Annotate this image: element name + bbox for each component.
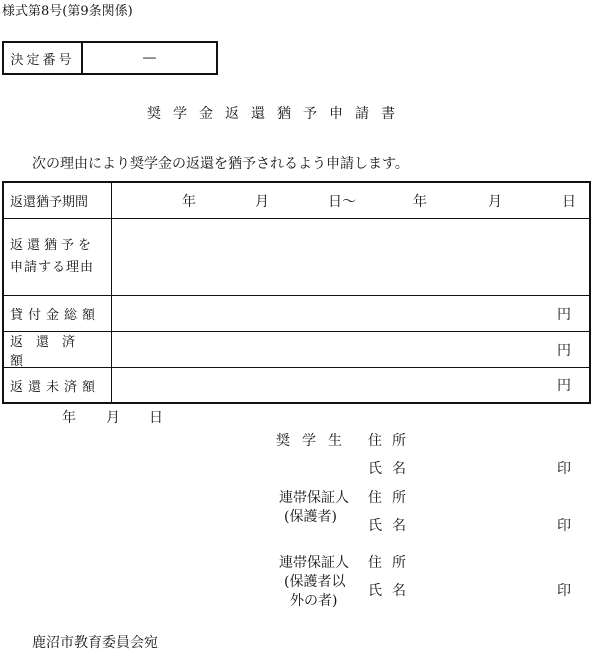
- period-year-to: 年: [413, 193, 427, 210]
- guarantor1-role-line1: 連帯保証人: [279, 490, 349, 506]
- document-title: 奨学金返還猶予申請書: [147, 106, 407, 122]
- total-loan-unit: 円: [557, 306, 571, 323]
- unrepaid-field[interactable]: [112, 368, 589, 402]
- guarantor1-name-label: 氏名: [368, 518, 416, 534]
- guarantor2-role-line1: 連帯保証人: [279, 555, 349, 571]
- decision-number-box: [2, 41, 218, 75]
- addressee: 鹿沼市教育委員会宛: [32, 635, 158, 651]
- guarantor2-role-line2: (保護者以: [284, 574, 346, 590]
- form-number-label: 様式第8号(第9条関係): [2, 4, 133, 19]
- application-table: [2, 181, 591, 404]
- student-name-label: 氏名: [368, 461, 416, 477]
- row-total-loan: [4, 296, 589, 332]
- total-loan-label: 貸付金総額: [4, 296, 112, 331]
- guarantor2-name-label: 氏名: [368, 583, 416, 599]
- repaid-unit: 円: [557, 342, 571, 359]
- guarantor2-address-label: 住所: [368, 555, 416, 571]
- decision-number-value[interactable]: —: [142, 50, 157, 66]
- row-reason: [4, 219, 589, 296]
- guarantor1-seal: 印: [557, 518, 571, 534]
- guarantor2-role-line3: 外の者): [290, 593, 338, 609]
- period-month-from: 月: [255, 193, 269, 210]
- intro-text: 次の理由により奨学金の返還を猶予されるよう申請します。: [32, 156, 409, 172]
- decision-number-label: 決定番号: [4, 43, 83, 73]
- student-role: 奨学生: [276, 433, 354, 449]
- guarantor1-role-line2: (保護者): [284, 509, 337, 525]
- row-repaid: [4, 332, 589, 368]
- deferral-period-field[interactable]: [112, 183, 589, 218]
- reason-label-line2: 申請する理由: [10, 260, 95, 275]
- reason-label-line1: 返還猶予を: [10, 238, 96, 253]
- repaid-label: 返還済額: [4, 332, 112, 367]
- row-deferral-period: [4, 183, 589, 219]
- date-year: 年: [62, 410, 76, 426]
- period-year-from: 年: [182, 193, 196, 210]
- student-address-label: 住所: [368, 433, 416, 449]
- reason-label: [4, 219, 112, 295]
- repaid-field[interactable]: [112, 332, 589, 367]
- guarantor1-address-label: 住所: [368, 490, 416, 506]
- total-loan-field[interactable]: [112, 296, 589, 331]
- period-day-to: 日: [562, 193, 576, 210]
- deferral-period-label: 返還猶予期間: [4, 183, 112, 218]
- reason-field[interactable]: [112, 219, 589, 295]
- period-day-from: 日〜: [328, 193, 356, 210]
- row-unrepaid: [4, 368, 589, 402]
- unrepaid-unit: 円: [557, 378, 571, 394]
- period-month-to: 月: [488, 193, 502, 210]
- guarantor2-seal: 印: [557, 583, 571, 599]
- unrepaid-label: 返還未済額: [4, 368, 112, 402]
- date-day: 日: [149, 410, 163, 426]
- student-seal: 印: [557, 461, 571, 477]
- date-month: 月: [106, 410, 120, 426]
